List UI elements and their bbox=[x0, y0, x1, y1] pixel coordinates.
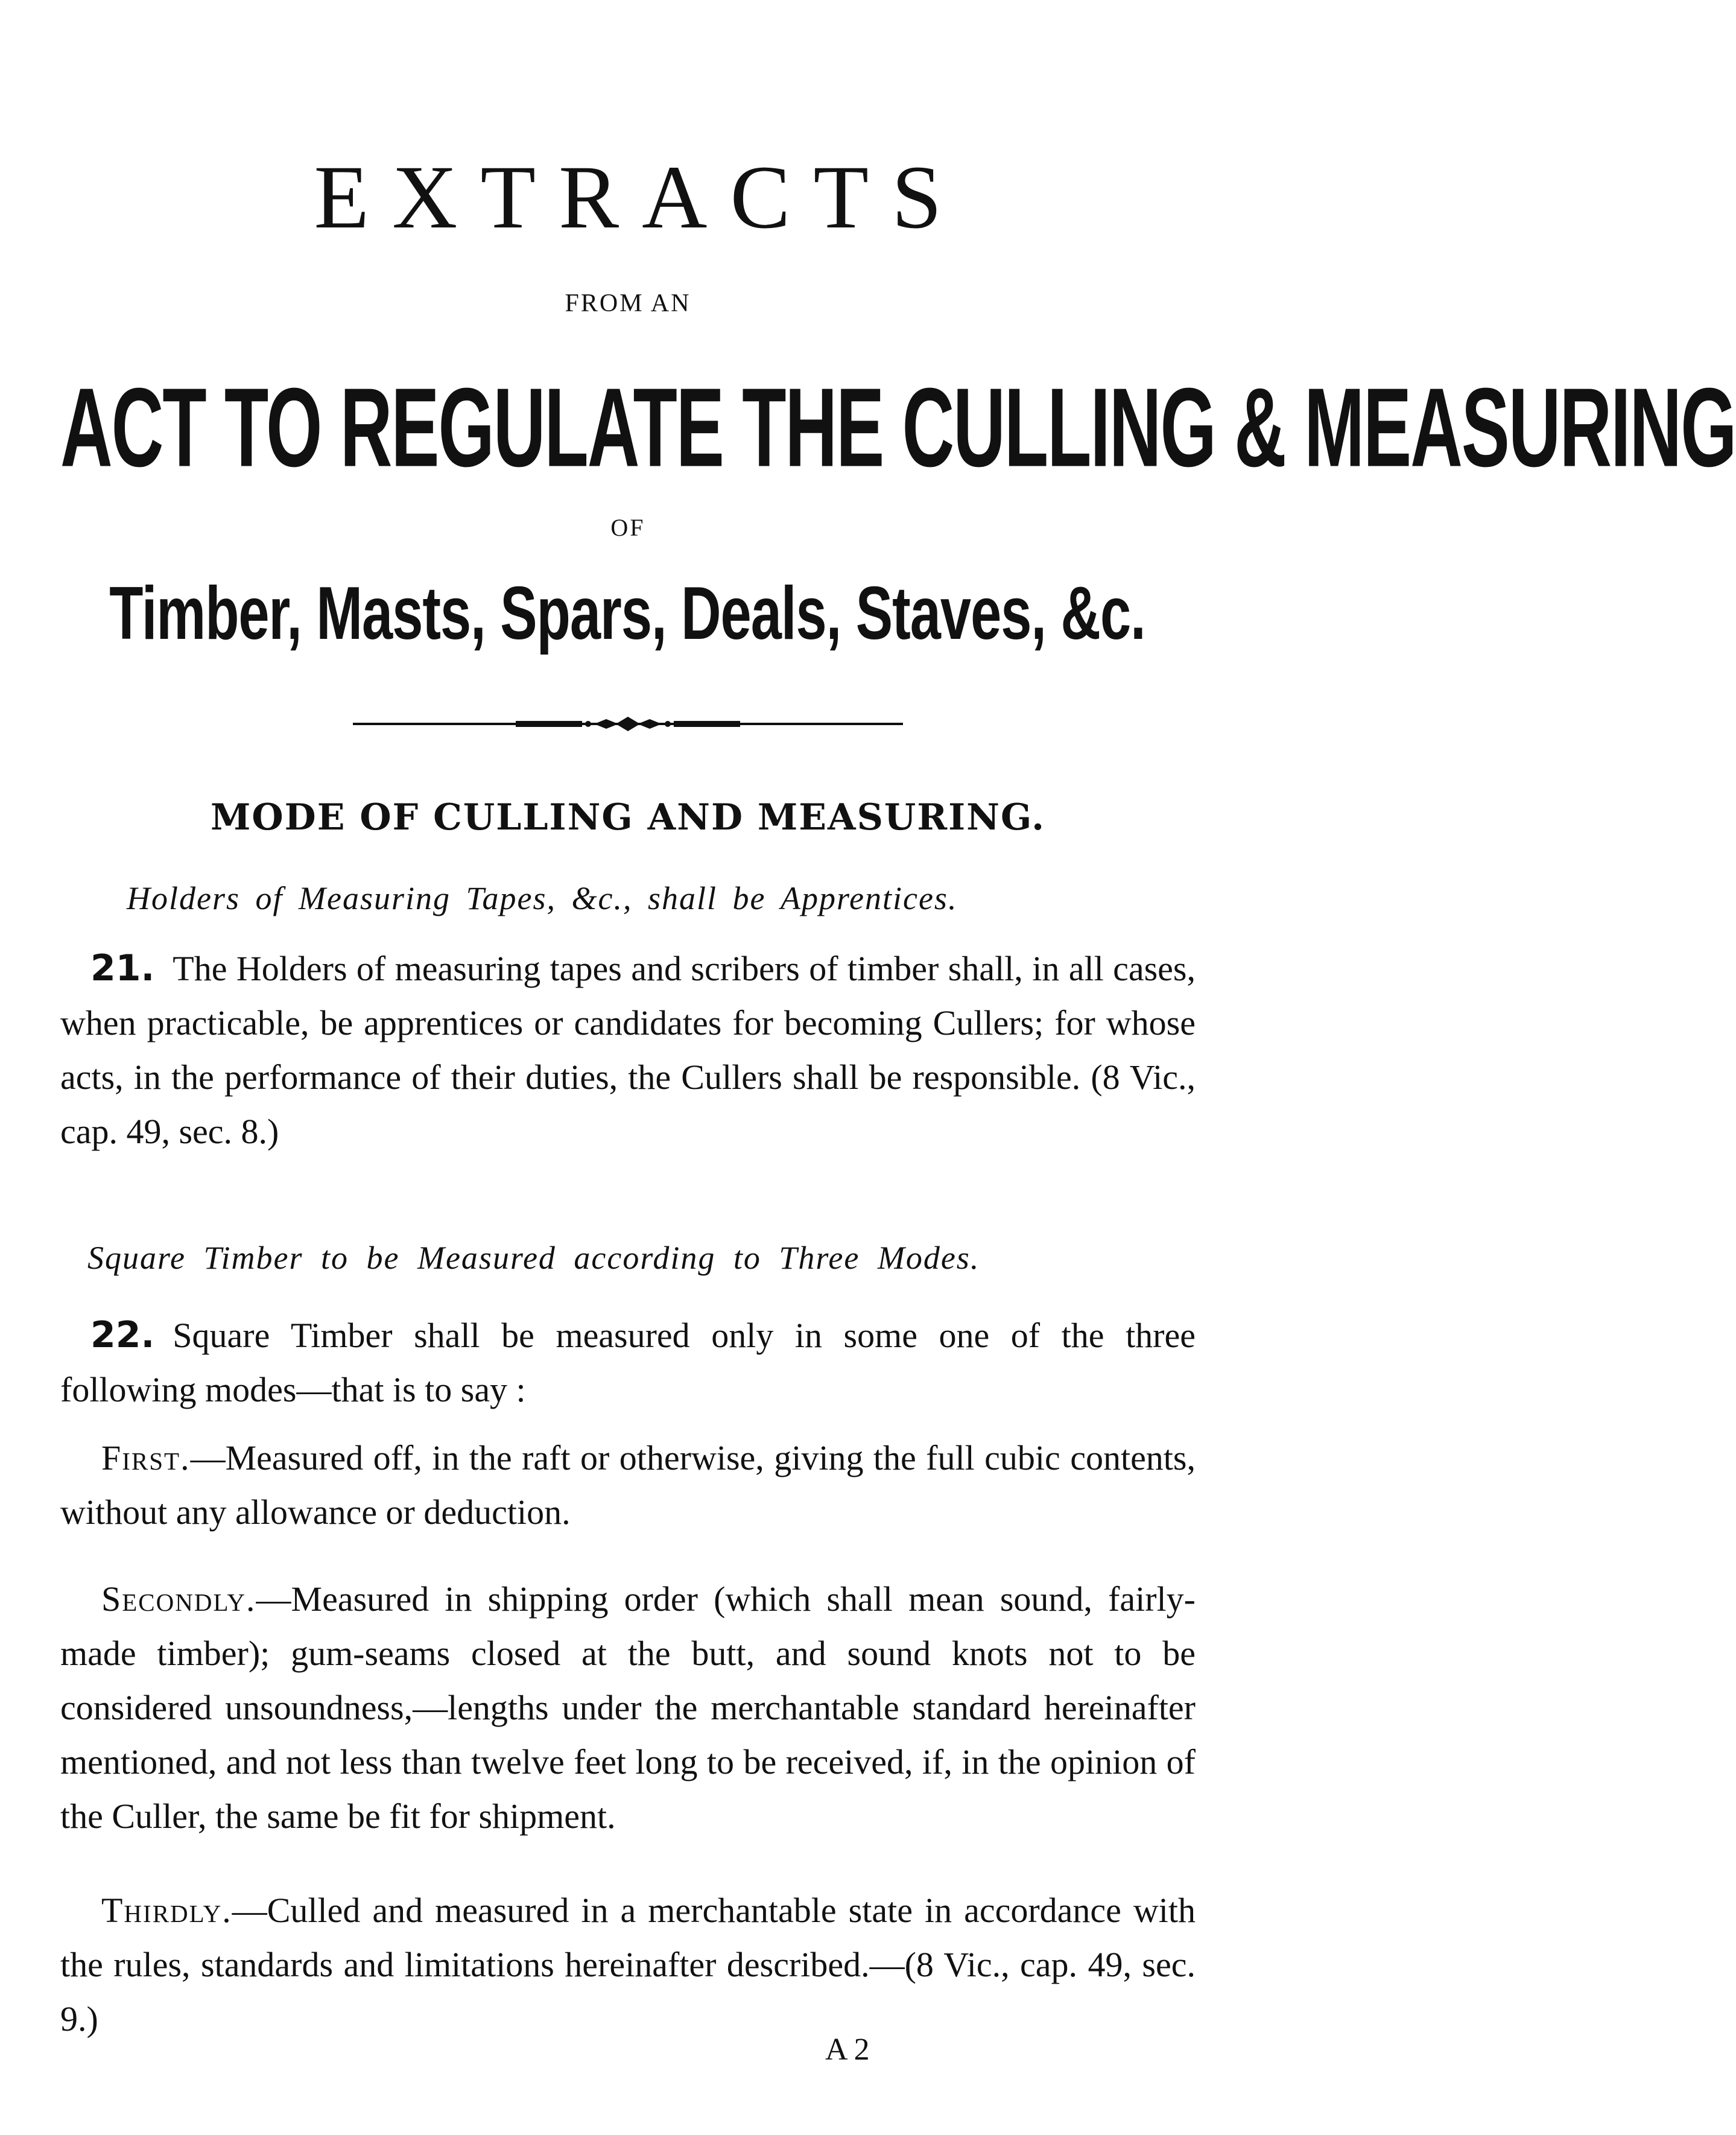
mode-lead-word: First. bbox=[101, 1438, 191, 1477]
from-an-label: FROM AN bbox=[565, 290, 691, 317]
section-heading: MODE OF CULLING AND MEASURING. bbox=[210, 796, 1045, 839]
paragraph-21 bbox=[60, 941, 1196, 1159]
side-note-apprentices: Holders of Measuring Tapes, &c., shall be Apprentices. bbox=[127, 880, 958, 916]
paragraph-number: 22. bbox=[90, 1314, 155, 1356]
mode-text: —Measured in shipping order (which shall mean sound, fairly-made timber); gum-seams closed at the butt, and sound knots not to be considered unsoundness,—lengths under the merchantable standard hereinafter mentioned, and not less than twelve feet long to be received, if, in the opinion of the Culler, the same be fit for shipment. bbox=[60, 1579, 1196, 1836]
of-label: OF bbox=[610, 514, 645, 541]
mode-lead-word: Thirdly. bbox=[101, 1891, 232, 1930]
mode-text: —Culled and measured in a merchantable state in accordance with the rules, standards and limitations hereinafter described.—(8 Vic., cap. 49, sec. 9.) bbox=[60, 1891, 1196, 2038]
subject-line: Timber, Masts, Spars, Deals, Staves, &c. bbox=[109, 572, 1145, 655]
signature-mark: A 2 bbox=[825, 2032, 870, 2067]
act-title: ACT TO REGULATE THE CULLING & MEASURING bbox=[60, 365, 1736, 490]
paragraph-first-mode bbox=[60, 1431, 1196, 1540]
paragraph-text: Square Timber shall be measured only in some one of the three following modes—that is to say : bbox=[60, 1316, 1196, 1409]
paragraph-22 bbox=[60, 1308, 1196, 1417]
side-note-three-modes: Square Timber to be Measured according to Three Modes. bbox=[87, 1240, 980, 1276]
mode-lead-word: Secondly. bbox=[101, 1579, 256, 1619]
paragraph-text: The Holders of measuring tapes and scribers of timber shall, in all cases, when practicable, be apprentices or candidates for becoming Cullers; for whose acts, in the performance of their duties, the Cullers shall be responsible. (8 Vic., cap. 49, sec. 8.) bbox=[60, 949, 1196, 1151]
ornament-divider bbox=[353, 712, 903, 736]
paragraph-second-mode bbox=[60, 1572, 1196, 1844]
paragraph-number: 21. bbox=[90, 947, 155, 989]
document-title: EXTRACTS bbox=[314, 147, 965, 247]
paragraph-third-mode bbox=[60, 1883, 1196, 2046]
mode-text: —Measured off, in the raft or otherwise, giving the full cubic contents, without any allowance or deduction. bbox=[60, 1438, 1196, 1532]
